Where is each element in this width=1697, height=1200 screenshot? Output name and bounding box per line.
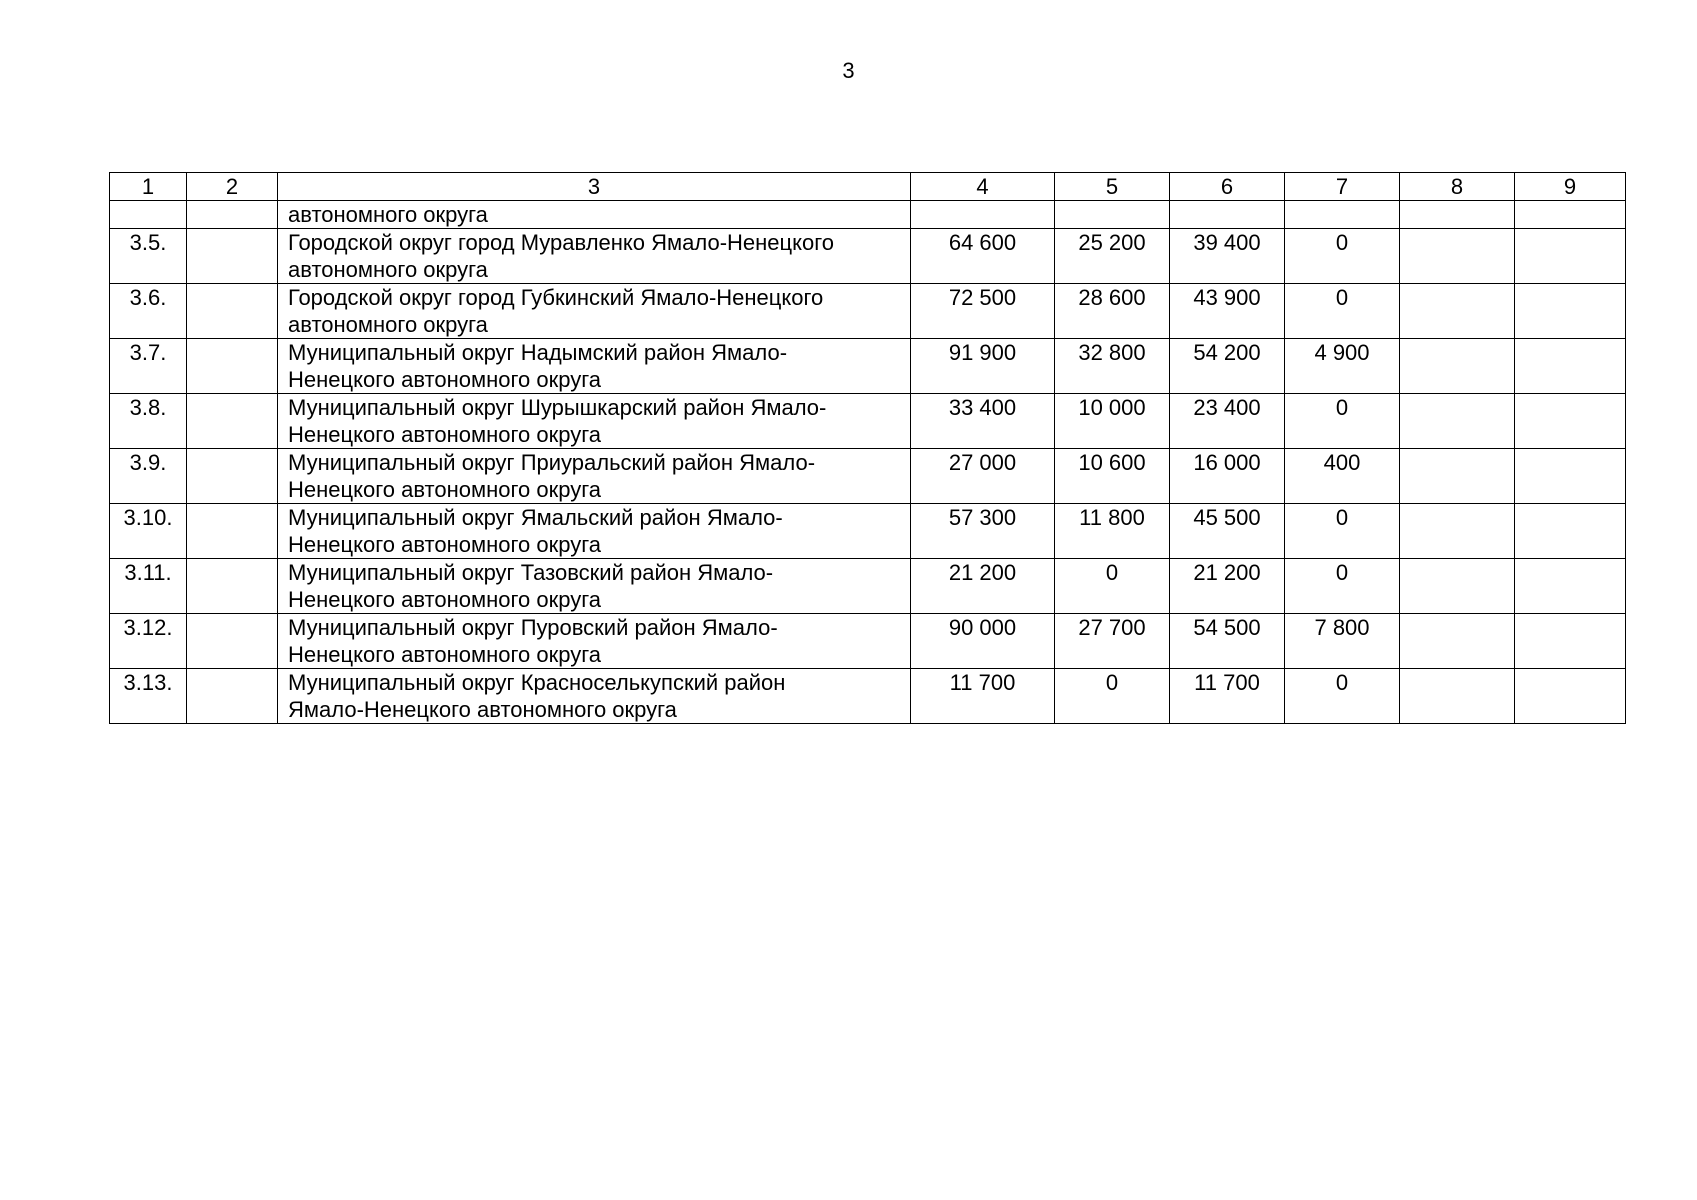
table-row xyxy=(110,449,1626,504)
name-line-2: Ненецкого автономного округа xyxy=(288,642,602,667)
name-line-1: Муниципальный округ Шурышкарский район Ямало- xyxy=(288,395,827,420)
column-6-cell xyxy=(1170,201,1285,229)
table-row xyxy=(110,229,1626,284)
column-2-cell xyxy=(187,614,278,669)
column-2-cell xyxy=(187,284,278,339)
column-7-cell: 4 900 xyxy=(1285,339,1400,394)
table-row xyxy=(110,559,1626,614)
column-7-cell: 0 xyxy=(1285,504,1400,559)
column-6-cell: 21 200 xyxy=(1170,559,1285,614)
column-7-cell xyxy=(1285,201,1400,229)
name-line-2: Ненецкого автономного округа xyxy=(288,532,602,557)
column-5-cell: 27 700 xyxy=(1055,614,1170,669)
column-6-cell: 54 500 xyxy=(1170,614,1285,669)
municipality-name-cell xyxy=(278,559,911,614)
municipality-name-cell xyxy=(278,394,911,449)
column-8-cell xyxy=(1400,201,1515,229)
column-6-cell: 45 500 xyxy=(1170,504,1285,559)
column-5-cell: 10 000 xyxy=(1055,394,1170,449)
column-header-3: 3 xyxy=(278,173,911,201)
name-line-1: Муниципальный округ Приуральский район Ямало- xyxy=(288,450,816,475)
name-line-2: Ненецкого автономного округа xyxy=(288,477,602,502)
name-line-1: Городской округ город Губкинский Ямало-Ненецкого xyxy=(288,285,824,310)
column-2-cell xyxy=(187,504,278,559)
column-5-cell: 28 600 xyxy=(1055,284,1170,339)
municipality-name-cell: автономного округа xyxy=(278,201,911,229)
column-6-cell: 39 400 xyxy=(1170,229,1285,284)
column-header-1: 1 xyxy=(110,173,187,201)
municipality-name-cell xyxy=(278,229,911,284)
column-4-cell: 57 300 xyxy=(911,504,1055,559)
municipality-name-cell xyxy=(278,669,911,724)
column-header-5: 5 xyxy=(1055,173,1170,201)
column-4-cell: 91 900 xyxy=(911,339,1055,394)
column-header-2: 2 xyxy=(187,173,278,201)
column-7-cell: 0 xyxy=(1285,394,1400,449)
column-4-cell: 21 200 xyxy=(911,559,1055,614)
column-7-cell: 7 800 xyxy=(1285,614,1400,669)
column-7-cell: 0 xyxy=(1285,669,1400,724)
column-8-cell xyxy=(1400,339,1515,394)
name-line-2: автономного округа xyxy=(288,257,488,282)
row-number-cell: 3.6. xyxy=(110,284,187,339)
column-5-cell: 25 200 xyxy=(1055,229,1170,284)
name-line-2: Ненецкого автономного округа xyxy=(288,367,602,392)
column-2-cell xyxy=(187,449,278,504)
column-4-cell: 27 000 xyxy=(911,449,1055,504)
column-9-cell xyxy=(1515,559,1626,614)
column-8-cell xyxy=(1400,394,1515,449)
column-8-cell xyxy=(1400,284,1515,339)
column-6-cell: 16 000 xyxy=(1170,449,1285,504)
column-4-cell: 33 400 xyxy=(911,394,1055,449)
column-7-cell: 0 xyxy=(1285,229,1400,284)
column-header-8: 8 xyxy=(1400,173,1515,201)
column-8-cell xyxy=(1400,229,1515,284)
column-6-cell: 11 700 xyxy=(1170,669,1285,724)
column-7-cell: 0 xyxy=(1285,284,1400,339)
table-row xyxy=(110,614,1626,669)
column-2-cell xyxy=(187,394,278,449)
column-6-cell: 23 400 xyxy=(1170,394,1285,449)
column-5-cell: 11 800 xyxy=(1055,504,1170,559)
column-9-cell xyxy=(1515,394,1626,449)
name-line-2: Ненецкого автономного округа xyxy=(288,422,602,447)
name-line-1: Городской округ город Муравленко Ямало-Ненецкого xyxy=(288,230,835,255)
column-2-cell xyxy=(187,229,278,284)
column-2-cell xyxy=(187,339,278,394)
column-4-cell: 64 600 xyxy=(911,229,1055,284)
name-line-2: автономного округа xyxy=(288,312,488,337)
table-header-row xyxy=(110,173,1626,201)
column-8-cell xyxy=(1400,669,1515,724)
column-9-cell xyxy=(1515,669,1626,724)
municipality-name-cell xyxy=(278,504,911,559)
allocation-table xyxy=(109,172,1626,724)
row-number-cell: 3.13. xyxy=(110,669,187,724)
name-line-1: Муниципальный округ Ямальский район Ямало- xyxy=(288,505,783,530)
row-number-cell xyxy=(110,201,187,229)
column-7-cell: 400 xyxy=(1285,449,1400,504)
column-4-cell: 72 500 xyxy=(911,284,1055,339)
column-2-cell xyxy=(187,201,278,229)
column-8-cell xyxy=(1400,504,1515,559)
column-header-6: 6 xyxy=(1170,173,1285,201)
column-8-cell xyxy=(1400,614,1515,669)
column-9-cell xyxy=(1515,229,1626,284)
column-5-cell: 0 xyxy=(1055,669,1170,724)
name-line-1: Муниципальный округ Тазовский район Ямало- xyxy=(288,560,774,585)
table-row xyxy=(110,284,1626,339)
name-line-1: Муниципальный округ Надымский район Ямало- xyxy=(288,340,788,365)
name-line-2: Ямало-Ненецкого автономного округа xyxy=(288,697,677,722)
name-line-1: Муниципальный округ Пуровский район Ямало- xyxy=(288,615,778,640)
name-line-1: Муниципальный округ Красноселькупский район xyxy=(288,670,786,695)
column-9-cell xyxy=(1515,284,1626,339)
row-number-cell: 3.8. xyxy=(110,394,187,449)
table-row xyxy=(110,394,1626,449)
column-8-cell xyxy=(1400,449,1515,504)
column-4-cell xyxy=(911,201,1055,229)
column-4-cell: 90 000 xyxy=(911,614,1055,669)
municipality-name-cell xyxy=(278,284,911,339)
table-row xyxy=(110,669,1626,724)
row-number-cell: 3.9. xyxy=(110,449,187,504)
column-2-cell xyxy=(187,669,278,724)
column-6-cell: 54 200 xyxy=(1170,339,1285,394)
column-header-4: 4 xyxy=(911,173,1055,201)
row-number-cell: 3.5. xyxy=(110,229,187,284)
column-9-cell xyxy=(1515,449,1626,504)
table-row-continuation xyxy=(110,201,1626,229)
column-9-cell xyxy=(1515,614,1626,669)
row-number-cell: 3.10. xyxy=(110,504,187,559)
municipality-name-cell xyxy=(278,614,911,669)
column-9-cell xyxy=(1515,504,1626,559)
column-5-cell: 32 800 xyxy=(1055,339,1170,394)
municipality-name-cell xyxy=(278,449,911,504)
column-8-cell xyxy=(1400,559,1515,614)
page-number: 3 xyxy=(842,58,855,83)
row-number-cell: 3.11. xyxy=(110,559,187,614)
column-9-cell xyxy=(1515,339,1626,394)
table-row xyxy=(110,504,1626,559)
table-row xyxy=(110,339,1626,394)
column-5-cell xyxy=(1055,201,1170,229)
column-6-cell: 43 900 xyxy=(1170,284,1285,339)
column-7-cell: 0 xyxy=(1285,559,1400,614)
column-2-cell xyxy=(187,559,278,614)
row-number-cell: 3.12. xyxy=(110,614,187,669)
municipality-name-cell xyxy=(278,339,911,394)
column-header-7: 7 xyxy=(1285,173,1400,201)
row-number-cell: 3.7. xyxy=(110,339,187,394)
column-4-cell: 11 700 xyxy=(911,669,1055,724)
column-5-cell: 0 xyxy=(1055,559,1170,614)
column-header-9: 9 xyxy=(1515,173,1626,201)
column-9-cell xyxy=(1515,201,1626,229)
name-line-2: Ненецкого автономного округа xyxy=(288,587,602,612)
column-5-cell: 10 600 xyxy=(1055,449,1170,504)
